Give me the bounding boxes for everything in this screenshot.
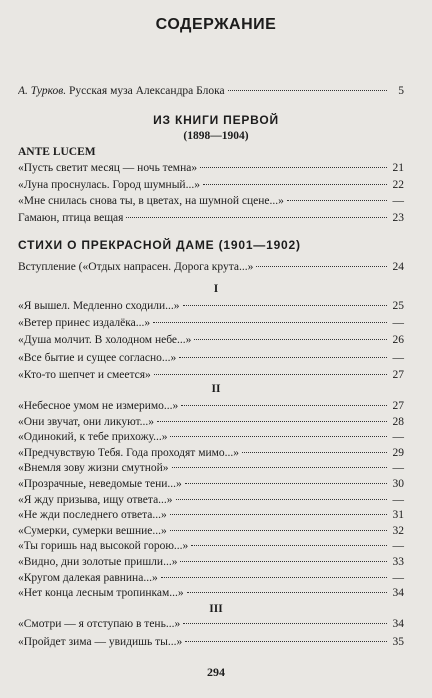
toc-entry-text: «Внемля зову жизни смутной» (18, 462, 169, 475)
page-ref: 5 (398, 85, 404, 97)
toc-entry (18, 460, 404, 476)
page-ref: 24 (392, 261, 404, 273)
intro-author: А. Турков. (18, 85, 67, 97)
toc-entry (18, 193, 404, 209)
toc-entry (18, 350, 404, 366)
toc-entry-text: «Прозрачные, неведомые тени...» (18, 478, 182, 490)
page-ref: 34 (392, 618, 404, 630)
toc-entry-text (18, 83, 225, 99)
dot-leader (179, 357, 387, 358)
dot-leader (183, 305, 387, 306)
page-ref: 33 (392, 556, 404, 568)
page-ref: 25 (392, 300, 404, 312)
page-ref: — (392, 431, 404, 444)
page-ref: 31 (392, 509, 404, 522)
page-ref: 27 (392, 400, 404, 412)
section-title-ante-lucem: ANTE LUCEM (18, 146, 96, 158)
toc-entry (18, 634, 404, 650)
toc-entry-text: «Сумерки, сумерки вешние...» (18, 524, 167, 537)
dot-leader (181, 405, 387, 406)
toc-entry-text: «Пусть светит месяц — ночь темна» (18, 162, 198, 174)
toc-entry-text: «Душа молчит. В холодном небе...» (18, 334, 192, 347)
toc-entry (18, 414, 404, 430)
toc-entry (18, 445, 404, 461)
toc-entry (18, 476, 404, 492)
book-years: (1898—1904) (183, 130, 249, 142)
toc-entry-text: «Видно, дни золотые пришли...» (18, 556, 178, 568)
toc-entry (18, 492, 404, 508)
toc-entry-vstuplenie (18, 259, 404, 275)
toc-entry-text: «Они звучат, они ликуют...» (18, 415, 155, 428)
dot-leader (194, 339, 387, 340)
dot-leader (256, 266, 387, 267)
toc-entry (18, 298, 404, 314)
dot-leader (126, 217, 387, 218)
page-number: 294 (207, 665, 225, 679)
toc-entry-text: Гамаюн, птица вещая (18, 211, 124, 224)
toc-entry-text: «Все бытие и сущее согласно...» (18, 351, 177, 364)
toc-entry (18, 398, 404, 414)
toc-entry (18, 160, 404, 176)
intro-title: Русская муза Александра Блока (69, 85, 225, 97)
page-ref: — (392, 351, 404, 364)
section-title-stihi: СТИХИ О ПРЕКРАСНОЙ ДАМЕ (1901—1902) (18, 238, 301, 252)
toc-entry-text: «Я жду призыва, ищу ответа...» (18, 493, 173, 506)
dot-leader (185, 483, 387, 484)
page-ref: 30 (392, 478, 404, 490)
page-ref: — (392, 317, 404, 330)
toc-entry (18, 507, 404, 523)
dot-leader (153, 322, 387, 323)
toc-entry (18, 616, 404, 632)
toc-entry-text: «Предчувствую Тебя. Года проходят мимо...» (18, 446, 240, 459)
page-ref: — (392, 462, 404, 475)
dot-leader (185, 641, 387, 642)
dot-leader (154, 374, 387, 375)
dot-leader (172, 467, 387, 468)
part-roman-1: I (213, 283, 219, 295)
toc-entry (18, 523, 404, 539)
toc-entry-text: «Кто-то шепчет и смеется» (18, 368, 151, 381)
dot-leader (203, 184, 387, 185)
part-roman-2: II (211, 383, 221, 395)
toc-entry-text: «Нет конца лесным тропинкам...» (18, 587, 184, 600)
dot-leader (170, 530, 387, 531)
dot-leader (191, 545, 387, 546)
toc-entry-text: «Одинокий, к тебе прихожу...» (18, 431, 168, 444)
toc-entry (18, 332, 404, 348)
dot-leader (170, 514, 387, 515)
page-ref: 21 (392, 162, 404, 174)
toc-heading: СОДЕРЖАНИЕ (155, 16, 277, 33)
toc-entry-text: «Я вышел. Медленно сходили...» (18, 300, 180, 312)
page-ref: 22 (392, 178, 404, 191)
page-ref: — (392, 540, 404, 553)
page-ref: — (392, 195, 404, 207)
dot-leader (180, 561, 387, 562)
toc-entry (18, 177, 404, 193)
toc-entry-intro (18, 83, 404, 99)
toc-entry (18, 585, 404, 601)
book-title: ИЗ КНИГИ ПЕРВОЙ (153, 113, 279, 127)
page-ref: 23 (392, 211, 404, 224)
toc-entry (18, 538, 404, 554)
toc-entry-text: «Не жди последнего ответа...» (18, 509, 167, 522)
toc-entry-text: «Луна проснулась. Город шумный...» (18, 178, 200, 191)
toc-entry-text: Вступление («Отдых напрасен. Дорога крута...» (18, 261, 254, 273)
toc-entry (18, 570, 404, 586)
page-ref: 34 (392, 587, 404, 600)
toc-entry-text: «Ты горишь над высокой горою...» (18, 540, 189, 553)
toc-entry-text: «Ветер принес издалёка...» (18, 317, 151, 330)
dot-leader (161, 577, 387, 578)
page-ref: 32 (392, 524, 404, 537)
dot-leader (170, 436, 387, 437)
dot-leader (176, 499, 387, 500)
page-ref: 35 (392, 636, 404, 648)
dot-leader (183, 623, 387, 624)
page-ref: 29 (392, 446, 404, 459)
dot-leader (242, 452, 387, 453)
page-ref: 26 (392, 334, 404, 347)
toc-entry (18, 210, 404, 226)
toc-entry (18, 429, 404, 445)
toc-entry-text: «Кругом далекая равнина...» (18, 571, 158, 584)
toc-entry-text: «Небесное умом не измеримо...» (18, 400, 179, 412)
part-roman-3: III (209, 603, 223, 615)
toc-entry (18, 315, 404, 331)
dot-leader (228, 90, 387, 91)
page-ref: 27 (392, 368, 404, 381)
toc-entry-text: «Пройдет зима — увидишь ты...» (18, 636, 183, 648)
dot-leader (200, 167, 387, 168)
dot-leader (157, 421, 387, 422)
page-ref: — (392, 571, 404, 584)
page-ref: — (392, 493, 404, 506)
toc-entry-text: «Смотри — я отступаю в тень...» (18, 618, 181, 630)
toc-entry (18, 554, 404, 570)
dot-leader (187, 592, 387, 593)
page-ref: 28 (392, 415, 404, 428)
dot-leader (287, 200, 387, 201)
toc-entry-text: «Мне снилась снова ты, в цветах, на шумной сцене...» (18, 195, 284, 207)
